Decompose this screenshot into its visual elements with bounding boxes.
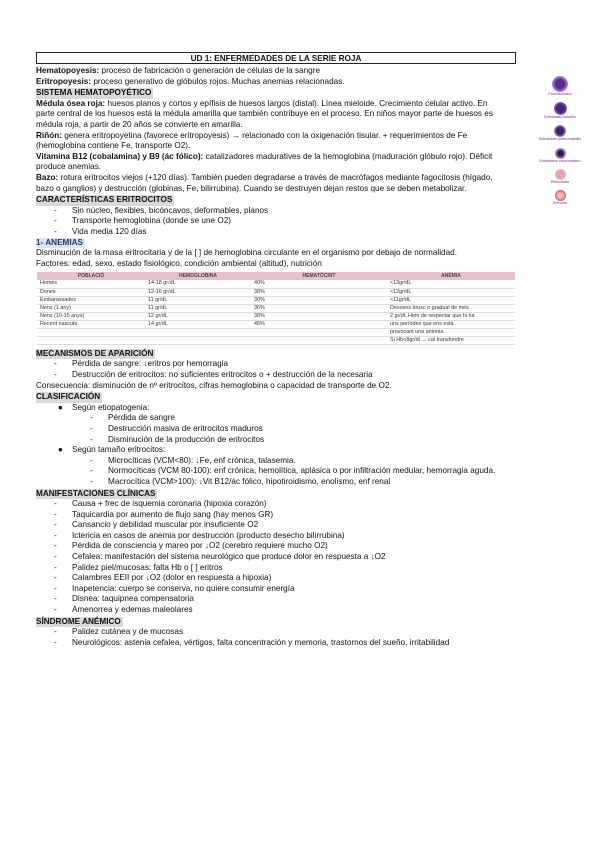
- table-header-cell: ANÈMIA: [387, 272, 515, 280]
- section-anemias-heading: 1- ANEMIAS: [36, 237, 84, 247]
- section-sistema-heading: SISTEMA HEMATOPOYÉTICO: [36, 88, 152, 98]
- table-cell: [37, 328, 145, 336]
- table-row: [37, 280, 515, 288]
- side-label: Eritroblasto policromatófilo: [538, 137, 582, 142]
- table-row: [37, 304, 515, 312]
- table-row: [37, 320, 515, 328]
- table-cell: 12 gr/dL: [145, 312, 251, 320]
- list-item: - Cansancio y debilidad muscular por insuficiente O2: [54, 520, 259, 530]
- list-item: - Vida media 120 días: [54, 226, 147, 236]
- table-cell: <12gr/dL: [387, 288, 515, 296]
- list-item: - Amenorrea y edemas maleolares: [54, 605, 193, 615]
- section-caracteristicas-heading: CARACTERÍSTICAS ERITROCITOS: [36, 195, 173, 205]
- list-item: - Palidez cutánea y de mucosas: [54, 627, 184, 637]
- side-label: Eritroblasto ortocromático: [539, 158, 581, 163]
- table-header-cell: HEMATÒCRIT: [251, 272, 387, 280]
- intro-eritropoyesis: Eritropoyesis: proceso generativo de glóbulos rojos. Muchas anemias relacionadas.: [36, 76, 345, 86]
- anemia-values-table: [37, 272, 515, 345]
- list-item: - Neurológicos: astenia cefalea, vértigos, falta concentración y memoria, trastornos del sueño, irritabilidad: [54, 637, 450, 647]
- orthochromatic-erythroblast-cell-icon: [555, 148, 566, 159]
- list-item: - Disminución de la producción de eritrocitos: [90, 434, 265, 444]
- table-cell: Embarassades: [37, 296, 145, 304]
- intro-hematopoyesis: Hematopoyesis: proceso de fabricación o generación de células de la sangre: [36, 66, 321, 75]
- table-cell: [145, 336, 251, 344]
- erythrocyte-cell-icon: [555, 190, 566, 201]
- list-item: - Cefalea: manifestación del sistema neurológico que produce dolor en respuesta a ↓O2: [54, 552, 386, 562]
- section-clasificacion-heading: CLASIFICACIÓN: [36, 392, 101, 402]
- table-header-row: [37, 272, 515, 280]
- table-cell: 45%: [251, 320, 387, 328]
- anemias-definition: Disminución de la masa eritrocitaria y de la [ ] de hemoglobina circulante en el organismo por debajo de normalidad.: [36, 248, 457, 258]
- list-item: - Destrucción masiva de eritrocitos maduros: [90, 423, 263, 433]
- table-cell: Homes: [37, 280, 145, 288]
- list-item: - Disnea: taquipnea compensatoria: [54, 594, 194, 604]
- table-cell: 38%: [251, 312, 387, 320]
- anemias-factores: Factores: edad, sexo, estado fisiológico, condición ambiental (altitud), nutrición: [36, 258, 322, 268]
- list-item: - Macrocítica (VCM>100): ↓Vit B12/ác fólico, hipotiroidismo, enolismo, enf renal: [90, 476, 391, 486]
- list-item: - Transporte hemoglobina (donde se une O2): [54, 216, 231, 226]
- list-item: - Sin núcleo, flexibles, bicóncavos, deformables, planos: [54, 205, 269, 215]
- list-item: - Palidez piel/mucosas: falta Hb o [ ] eritros: [54, 562, 223, 572]
- table-cell: Recent nascuts: [37, 320, 145, 328]
- table-cell: 11 gr/dL: [145, 304, 251, 312]
- document-page: [36, 52, 516, 648]
- list-item: - Pérdida de sangre: ↓eritros por hemorragia: [54, 359, 229, 369]
- list-item: - Ictericia en casos de anemia por destrucción (producto desecho bilirrubina): [54, 530, 345, 540]
- medula-line: Médula ósea roja: huesos planos y cortos y epífisis de huesos largos (distal). Línea mieloide. Crecimiento celular activo. En: [36, 98, 488, 108]
- table-cell: [145, 328, 251, 336]
- side-label: Proeritroblasto: [548, 92, 572, 96]
- table-cell: Dones: [37, 288, 145, 296]
- bazo-line: bazo o ganglios) y destrucción (globinas, Fe, bilirrubina). Cuando se destruyen dejan restos que se deben metabolizar.: [36, 183, 467, 193]
- table-row: [37, 328, 515, 336]
- list-item: ● Según tamaño eritrocitos:: [58, 445, 166, 455]
- consecuencia-text: Consecuencia: disminución de nº eritrocitos, cifras hemoglobina o capacidad de transporte de O2.: [36, 380, 392, 390]
- section-sindrome-heading: SÍNDROME ANÉMICO: [36, 616, 121, 626]
- side-label: Eritroblasto basófilo: [544, 115, 576, 120]
- list-item: - Calambres EEII por ↓O2 (dolor en respuesta a hipoxia): [54, 573, 272, 583]
- basophilic-erythroblast-cell-icon: [554, 102, 567, 115]
- table-cell: 30%: [251, 296, 387, 304]
- reticulocyte-cell-icon: [555, 169, 566, 180]
- table-cell: <13gr/dL: [387, 280, 515, 288]
- vitamina-line: produce anemias.: [36, 162, 102, 172]
- table-cell: [251, 336, 387, 344]
- page-title: UD 1: ENFERMEDADES DE LA SERIE ROJA: [36, 52, 516, 64]
- proerythroblast-cell-icon: [552, 76, 568, 92]
- table-cell: 14 gr/dL: [145, 320, 251, 328]
- rinon-line: Riñón: genera eritropoyetina (favorece eritropoyesis) → relacionado con la oxigenación tisular. + requerimientos de Fe: [36, 130, 468, 140]
- table-cell: uns períodes que ens està: [387, 320, 515, 328]
- section-mecanismos-heading: MECANISMOS DE APARICIÓN: [36, 348, 154, 358]
- list-item: - Taquicardia por aumento de flujo sang (hay menos GR): [54, 509, 274, 519]
- list-item: - Inapetencia: cuerpo se conserva, no quiere consumir energía: [54, 583, 295, 593]
- list-item: ● Según etiopatogenia:: [58, 402, 150, 412]
- side-label: Eritrocito: [552, 201, 568, 206]
- table-row: [37, 336, 515, 344]
- section-manifestaciones-heading: MANIFESTACIONES CLÍNICAS: [36, 488, 156, 498]
- rinon-line: (hemoglobina contiene Fe, transporte O2).: [36, 141, 191, 151]
- side-label: Reticulocito: [550, 179, 570, 184]
- table-cell: [251, 328, 387, 336]
- table-cell: 12-16 gr/dL: [145, 288, 251, 296]
- table-cell: Descens brusc o gradual de més: [387, 304, 515, 312]
- vitamina-line: Vitamina B12 (cobalamina) y B9 (ác fólico): catalizadores maduratives de la hemoglobina (maduración glóbulo rojo). Déficit: [36, 151, 493, 161]
- list-item: - Pérdida de sangre: [90, 413, 175, 423]
- table-cell: Si Hb<8gr/dl → cal transfondre: [387, 336, 515, 344]
- polychromatic-erythroblast-cell-icon: [554, 125, 566, 137]
- table-cell: [37, 336, 145, 344]
- table-cell: provocant una anèmia: [387, 328, 515, 336]
- table-row: [37, 288, 515, 296]
- table-header-cell: HEMOGLOBINA: [145, 272, 251, 280]
- medula-line: parte central de los huesos está la médula amarilla que también contribuye en el proceso. En niños mayor parte de huesos es: [36, 109, 493, 119]
- manifestaciones-list: [36, 499, 516, 616]
- table-row: [37, 312, 515, 320]
- list-item: - Normocíticas (VCM 80-100): enf crónica, hemolítica, aplásica o por infiltración medular, hemorragia aguda.: [90, 466, 496, 476]
- table-cell: <11gr/dL: [387, 296, 515, 304]
- list-item: - Destrucción de eritrocitos: no suficientes eritrocitos o + destrucción de la necesaria: [54, 369, 373, 379]
- list-item: - Microcíticas (VCM<80): ↓Fe, enf crónica, talasemia.: [90, 455, 296, 465]
- table-cell: 14-18 gr/dL: [145, 280, 251, 288]
- bazo-line: Bazo: rotura eritrocitos viejos (+120 días). También pueden degradarse a través de macrófagos mediante fagocitosis (hígado,: [36, 172, 493, 182]
- medula-line: médula roja, a partir de 20 años se convierte en amarilla.: [36, 119, 243, 129]
- erythropoiesis-diagram: [530, 70, 590, 205]
- table-header-cell: POBLACIÓ: [37, 272, 145, 280]
- table-cell: 40%: [251, 280, 387, 288]
- list-item: - Causa + frec de isquemia coronaria (hipoxia corazón): [54, 499, 267, 509]
- table-cell: 36%: [251, 304, 387, 312]
- table-cell: 38%: [251, 288, 387, 296]
- table-cell: 2 gr/dl. Hem de respectar que hi ha: [387, 312, 515, 320]
- table-cell: Nens (10-15 anys): [37, 312, 145, 320]
- table-cell: 11 gr/dL: [145, 296, 251, 304]
- table-row: [37, 296, 515, 304]
- list-item: - Pérdida de consciencia y mareo por ↓O2 (cerebro requiere mucho O2): [54, 541, 328, 551]
- table-cell: Nens (1 any): [37, 304, 145, 312]
